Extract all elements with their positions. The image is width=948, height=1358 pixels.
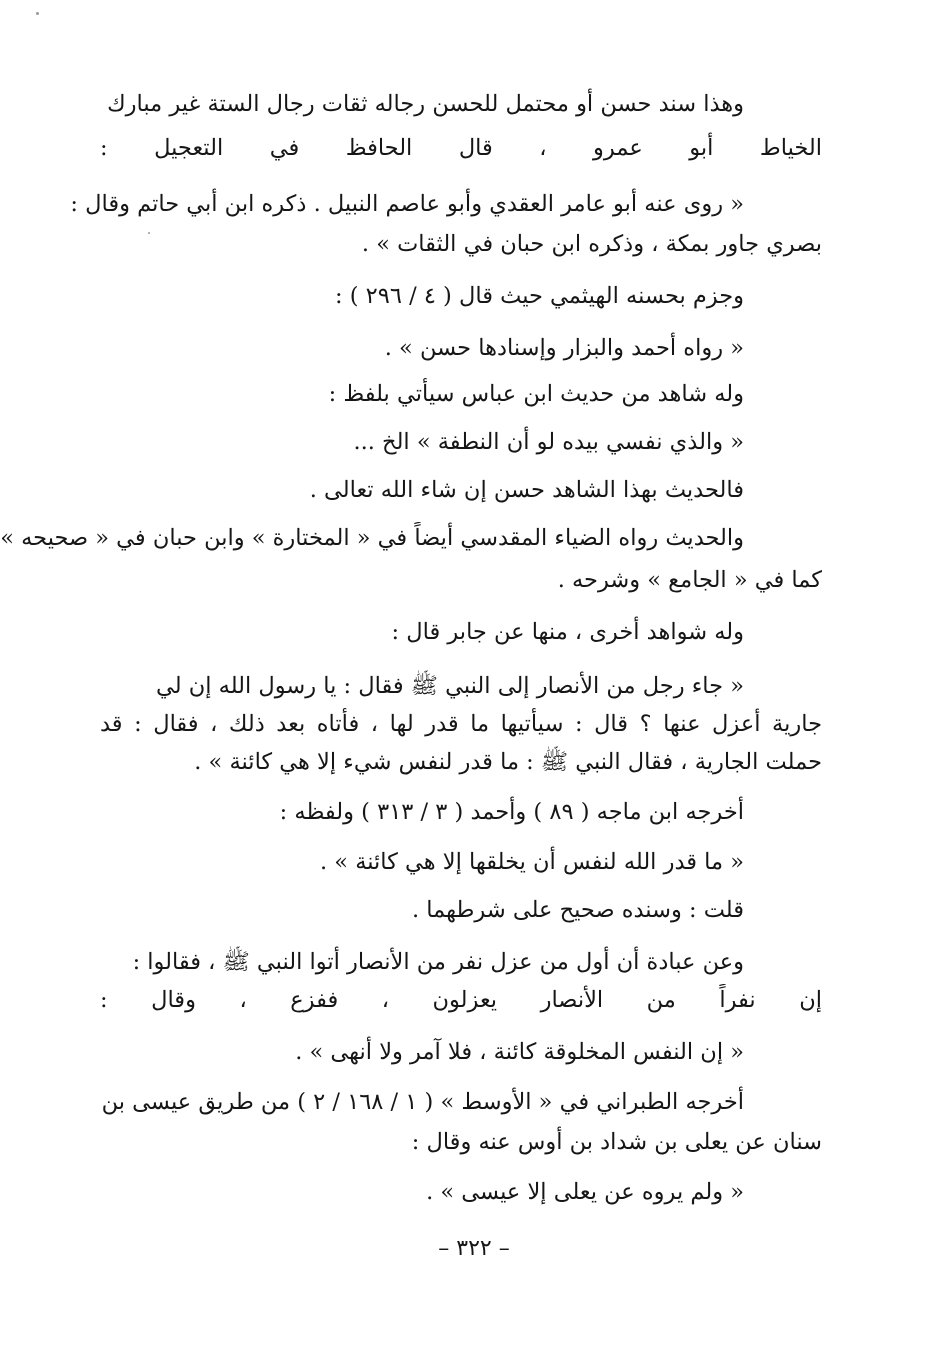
text-line-5: وجزم بحسنه الهيثمي حيث قال ( ٤ / ٢٩٦ ) : [334,283,744,309]
text-line-24: « ولم يروه عن يعلى إلا عيسى » . [426,1179,744,1205]
text-line-20: إن نفراً من الأنصار يعزلون ، ففزع ، وقال : [100,987,822,1013]
text-line-11: كما في « الجامع » وشرحه . [557,567,822,593]
text-line-19: وعن عبادة أن أول من عزل نفر من الأنصار أتوا النبي ﷺ ، فقالوا : [132,949,744,975]
page-text-body [0,88,822,1238]
text-line-18: قلت : وسنده صحيح على شرطهما . [411,897,744,923]
text-line-16: أخرجه ابن ماجه ( ٨٩ ) وأحمد ( ٣ / ٣١٣ ) ولفظه : [279,799,744,825]
text-line-13: « جاء رجل من الأنصار إلى النبي ﷺ فقال : يا رسول الله إن لي [155,673,744,699]
page-number: – ٣٢٢ – [438,1236,510,1261]
text-line-8: « والذي نفسي بيده لو أن النطفة » الخ ... [353,429,744,455]
text-line-14: جارية أعزل عنها ؟ قال : سيأتيها ما قدر لها ، فأتاه بعد ذلك ، فقال : قد [100,711,822,737]
text-line-21: « إن النفس المخلوقة كائنة ، فلا آمر ولا أنهى » . [295,1039,744,1065]
text-line-15: حملت الجارية ، فقال النبي ﷺ : ما قدر لنفس شيء إلا هي كائنة » . [194,749,822,775]
text-line-3: « روى عنه أبو عامر العقدي وأبو عاصم النبيل . ذكره ابن أبي حاتم وقال : [70,191,744,217]
text-line-23: سنان عن يعلى بن شداد بن أوس عنه وقال : [411,1129,822,1155]
text-line-9: فالحديث بهذا الشاهد حسن إن شاء الله تعالى . [309,477,744,503]
text-line-22: أخرجه الطبراني في « الأوسط » ( ١ / ١٦٨ / ٢ ) من طريق عيسى بن [101,1089,744,1115]
text-line-1: وهذا سند حسن أو محتمل للحسن رجاله ثقات رجال الستة غير مبارك [107,91,744,117]
text-line-2: الخياط أبو عمرو ، قال الحافظ في التعجيل : [100,135,822,161]
text-line-17: « ما قدر الله لنفس أن يخلقها إلا هي كائنة » . [319,849,744,875]
text-line-12: وله شواهد أخرى ، منها عن جابر قال : [391,619,744,645]
text-line-6: « رواه أحمد والبزار وإسنادها حسن » . [384,335,744,361]
text-line-4: بصري جاور بمكة ، وذكره ابن حبان في الثقات » . [361,231,822,257]
text-line-10: والحديث رواه الضياء المقدسي أيضاً في « المختارة » وابن حبان في « صحيحه » [0,525,744,551]
text-line-7: وله شاهد من حديث ابن عباس سيأتي بلفظ : [328,381,744,407]
scan-speck [36,12,39,15]
